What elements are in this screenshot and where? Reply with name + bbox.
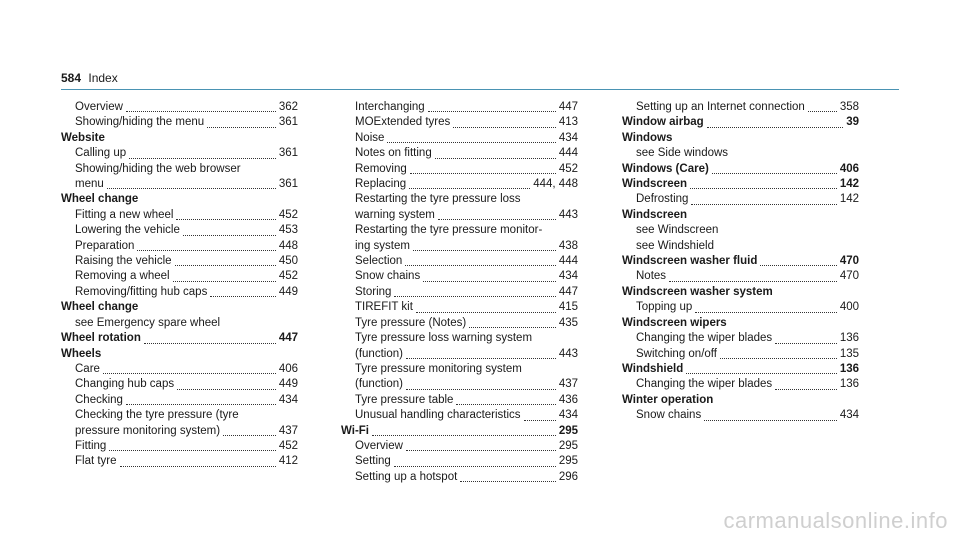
entry-text: Showing/hiding the web browser <box>75 162 241 175</box>
entry-text: Removing <box>355 162 407 175</box>
dot-leader <box>405 254 556 266</box>
dot-leader <box>223 424 276 436</box>
page-ref[interactable]: 136 <box>839 332 859 345</box>
index-entry[interactable] <box>341 131 578 146</box>
entry-text: Flat tyre <box>75 455 117 468</box>
index-heading <box>61 192 298 207</box>
index-heading <box>622 316 859 331</box>
page-ref[interactable]: 406 <box>839 162 859 175</box>
index-entry[interactable] <box>341 162 578 177</box>
page-ref[interactable]: 447 <box>558 285 578 298</box>
page-ref[interactable]: 358 <box>839 101 859 113</box>
page-ref[interactable]: 438 <box>558 239 578 252</box>
entry-text: Tyre pressure table <box>355 393 454 406</box>
dot-leader <box>107 177 276 189</box>
index-entry[interactable] <box>622 269 859 284</box>
page-ref[interactable]: 361 <box>278 178 298 191</box>
entry-text: Defrosting <box>636 193 689 206</box>
page-ref[interactable]: 361 <box>278 116 298 129</box>
index-heading[interactable] <box>61 331 298 346</box>
page-ref[interactable]: 444 <box>558 147 578 160</box>
page-ref[interactable]: 447 <box>278 332 298 345</box>
entry-text: Windows (Care) <box>622 162 709 175</box>
entry-text: Unusual handling characteristics <box>355 409 521 422</box>
entry-text: Switching on/off <box>636 347 717 360</box>
entry-text: Changing the wiper blades <box>636 332 773 345</box>
entry-text: Changing the wiper blades <box>636 378 773 391</box>
page-ref[interactable]: 400 <box>839 301 859 314</box>
page-ref[interactable]: 443 <box>558 208 578 221</box>
entry-text: (function) <box>355 347 403 360</box>
entry-text: ing system <box>355 239 410 252</box>
entry-text: Checking <box>75 393 123 406</box>
entry-text: pressure monitoring system) <box>75 424 221 437</box>
index-heading <box>622 393 859 408</box>
dot-leader <box>394 455 556 467</box>
index-heading <box>61 347 298 362</box>
entry-text: Raising the vehicle <box>75 255 172 268</box>
entry-text: Windshield <box>622 362 684 375</box>
dot-leader <box>423 270 556 282</box>
dot-leader <box>469 316 556 328</box>
index-heading <box>622 131 859 146</box>
page-ref[interactable]: 450 <box>278 255 298 268</box>
index-entry[interactable] <box>622 100 859 115</box>
index-column-1 <box>61 100 298 470</box>
dot-leader <box>126 100 276 112</box>
entry-text: see Windscreen <box>636 224 719 237</box>
index-column-3 <box>622 100 859 424</box>
dot-leader <box>406 347 556 359</box>
page-ref[interactable]: 452 <box>278 439 298 452</box>
entry-text: menu <box>75 178 104 191</box>
page-ref[interactable]: 142 <box>839 193 859 206</box>
page-ref[interactable]: 470 <box>839 270 859 283</box>
dot-leader <box>524 409 556 421</box>
index-heading[interactable] <box>622 115 859 130</box>
entry-text: Changing hub caps <box>75 378 175 391</box>
page-ref[interactable]: 437 <box>278 424 298 437</box>
entry-text: Preparation <box>75 239 135 252</box>
entry-text: Setting up a hotspot <box>355 470 458 483</box>
index-entry[interactable] <box>341 146 578 161</box>
index-entry[interactable] <box>61 454 298 469</box>
index-entry[interactable] <box>622 347 859 362</box>
index-entry <box>341 192 578 207</box>
dot-leader <box>120 455 276 467</box>
entry-text: Windscreen washer fluid <box>622 255 758 268</box>
index-entry[interactable] <box>61 177 298 192</box>
entry-text: Wheel change <box>61 193 139 206</box>
entry-text: Tyre pressure (Notes) <box>355 316 467 329</box>
entry-text: Windscreen <box>622 178 688 191</box>
index-entry[interactable] <box>622 300 859 315</box>
index-entry[interactable] <box>341 285 578 300</box>
index-entry[interactable] <box>341 408 578 423</box>
index-entry[interactable] <box>622 192 859 207</box>
index-heading[interactable] <box>341 424 578 439</box>
entry-text: MOExtended tyres <box>355 116 451 129</box>
page-ref[interactable]: 361 <box>278 147 298 160</box>
index-entry <box>622 146 859 161</box>
index-entry <box>61 408 298 423</box>
page-ref[interactable]: 295 <box>558 439 578 452</box>
dot-leader <box>126 393 276 405</box>
entry-text: TIREFIT kit <box>355 301 413 314</box>
page-ref[interactable]: 452 <box>278 208 298 221</box>
index-entry[interactable] <box>61 393 298 408</box>
entry-text: Replacing <box>355 178 407 191</box>
page-header <box>61 71 118 85</box>
dot-leader <box>691 193 836 205</box>
dot-leader <box>695 301 837 313</box>
index-entry[interactable] <box>341 115 578 130</box>
page-ref[interactable]: 136 <box>839 362 859 375</box>
entry-text: Care <box>75 362 100 375</box>
dot-leader <box>720 347 837 359</box>
index-entry[interactable] <box>341 347 578 362</box>
index-entry <box>341 223 578 238</box>
dot-leader <box>456 393 555 405</box>
page-ref[interactable]: 434 <box>558 409 578 422</box>
entry-text: Setting <box>355 455 391 468</box>
page-ref[interactable]: 296 <box>558 470 578 483</box>
entry-text: Notes on fitting <box>355 147 432 160</box>
dot-leader <box>372 424 556 436</box>
index-entry[interactable] <box>622 377 859 392</box>
index-column-2 <box>341 100 578 485</box>
entry-text: Checking the tyre pressure (tyre <box>75 409 239 422</box>
page-number: 584 <box>61 71 82 85</box>
dot-leader <box>712 162 837 174</box>
dot-leader <box>183 224 276 236</box>
index-entry[interactable] <box>61 254 298 269</box>
index-entry[interactable] <box>61 424 298 439</box>
page-ref[interactable]: 435 <box>558 316 578 329</box>
page-ref[interactable]: 295 <box>558 424 578 437</box>
page-ref[interactable]: 362 <box>278 101 298 113</box>
page-ref[interactable]: 453 <box>278 224 298 237</box>
index-entry[interactable] <box>341 377 578 392</box>
entry-text: Topping up <box>636 301 693 314</box>
entry-text: Snow chains <box>636 409 702 422</box>
index-entry[interactable] <box>341 269 578 284</box>
entry-text: Tyre pressure monitoring system <box>355 362 522 375</box>
entry-text: Website <box>61 131 105 144</box>
dot-leader <box>690 177 837 189</box>
entry-text: Restarting the tyre pressure loss <box>355 193 521 206</box>
index-entry[interactable] <box>61 269 298 284</box>
entry-text: Selection <box>355 255 403 268</box>
dot-leader <box>177 378 276 390</box>
index-entry[interactable] <box>61 100 298 115</box>
page-ref[interactable]: 406 <box>278 362 298 375</box>
page-ref[interactable]: 434 <box>839 409 859 422</box>
entry-text: Window airbag <box>622 116 704 129</box>
dot-leader <box>808 100 837 112</box>
dot-leader <box>669 270 837 282</box>
index-heading <box>61 131 298 146</box>
entry-text: Setting up an Internet connection <box>636 101 805 113</box>
index-entry[interactable] <box>341 454 578 469</box>
dot-leader <box>173 270 276 282</box>
dot-leader <box>103 362 276 374</box>
dot-leader <box>760 254 836 266</box>
dot-leader <box>416 301 556 313</box>
entry-text: Windscreen wipers <box>622 316 727 329</box>
index-entry[interactable] <box>341 208 578 223</box>
dot-leader <box>438 208 556 220</box>
index-entry[interactable] <box>341 316 578 331</box>
dot-leader <box>704 409 837 421</box>
entry-text: Wi-Fi <box>341 424 369 437</box>
entry-text: Fitting a new wheel <box>75 208 174 221</box>
entry-text: Storing <box>355 285 392 298</box>
index-entry[interactable] <box>61 439 298 454</box>
page-ref[interactable]: 434 <box>278 393 298 406</box>
dot-leader <box>175 254 276 266</box>
index-entry[interactable] <box>622 331 859 346</box>
entry-text: Showing/hiding the menu <box>75 116 205 129</box>
dot-leader <box>453 116 556 128</box>
entry-text: Interchanging <box>355 101 425 113</box>
dot-leader <box>144 332 276 344</box>
entry-text: Restarting the tyre pressure monitor- <box>355 224 543 237</box>
page-ref[interactable]: 434 <box>558 131 578 144</box>
index-entry[interactable] <box>61 208 298 223</box>
index-entry[interactable] <box>61 377 298 392</box>
dot-leader <box>176 208 275 220</box>
entry-text: Snow chains <box>355 270 421 283</box>
index-entry <box>341 331 578 346</box>
entry-text: warning system <box>355 208 435 221</box>
page-ref[interactable]: 412 <box>278 455 298 468</box>
index-entry[interactable] <box>341 100 578 115</box>
dot-leader <box>394 285 555 297</box>
index-entry[interactable] <box>61 223 298 238</box>
entry-text: Winter operation <box>622 393 714 406</box>
page-ref[interactable]: 434 <box>558 270 578 283</box>
page-ref[interactable]: 448 <box>278 239 298 252</box>
index-entry <box>61 162 298 177</box>
dot-leader <box>413 239 556 251</box>
page-ref[interactable]: 142 <box>839 178 859 191</box>
index-entry[interactable] <box>341 239 578 254</box>
page-ref[interactable]: 136 <box>839 378 859 391</box>
page-ref[interactable]: 444, 448 <box>533 178 578 191</box>
entry-text: Windscreen washer system <box>622 285 773 298</box>
entry-text: Wheel rotation <box>61 332 141 345</box>
entry-text: Lowering the vehicle <box>75 224 180 237</box>
entry-text: see Side windows <box>636 147 729 160</box>
entry-text: Removing a wheel <box>75 270 170 283</box>
index-entry <box>622 223 859 238</box>
page-ref[interactable]: 452 <box>278 270 298 283</box>
dot-leader <box>210 285 275 297</box>
page-ref[interactable]: 295 <box>558 455 578 468</box>
entry-text: Noise <box>355 131 385 144</box>
dot-leader <box>686 362 837 374</box>
index-entry[interactable] <box>341 393 578 408</box>
page-ref[interactable]: 447 <box>558 101 578 113</box>
page-ref[interactable]: 443 <box>558 347 578 360</box>
dot-leader <box>428 100 556 112</box>
page-ref[interactable]: 436 <box>558 393 578 406</box>
dot-leader <box>460 470 556 482</box>
dot-leader <box>410 162 556 174</box>
index-entry[interactable] <box>341 470 578 485</box>
index-entry[interactable] <box>622 408 859 423</box>
index-heading[interactable] <box>622 162 859 177</box>
dot-leader <box>707 116 844 128</box>
index-heading[interactable] <box>622 177 859 192</box>
page-ref[interactable]: 452 <box>558 162 578 175</box>
page-ref[interactable]: 437 <box>558 378 578 391</box>
page-ref[interactable]: 449 <box>278 378 298 391</box>
entry-text: Wheel change <box>61 301 139 314</box>
dot-leader <box>387 131 555 143</box>
header-rule <box>61 89 899 90</box>
index-entry <box>622 239 859 254</box>
dot-leader <box>775 378 837 390</box>
index-heading <box>622 285 859 300</box>
entry-text: see Windshield <box>636 239 714 252</box>
entry-text: Wheels <box>61 347 102 360</box>
entry-text: Overview <box>355 439 403 452</box>
entry-text: Windscreen <box>622 208 688 221</box>
entry-text: see Emergency spare wheel <box>75 316 221 329</box>
index-entry[interactable] <box>61 285 298 300</box>
index-entry <box>341 362 578 377</box>
dot-leader <box>129 147 276 159</box>
page-ref[interactable]: 413 <box>558 116 578 129</box>
dot-leader <box>406 378 556 390</box>
dot-leader <box>406 439 556 451</box>
index-heading[interactable] <box>622 254 859 269</box>
entry-text: Notes <box>636 270 667 283</box>
index-entry[interactable] <box>61 115 298 130</box>
entry-text: Removing/fitting hub caps <box>75 285 208 298</box>
page-ref[interactable]: 449 <box>278 285 298 298</box>
index-entry[interactable] <box>61 239 298 254</box>
entry-text: Fitting <box>75 439 107 452</box>
page-ref[interactable]: 415 <box>558 301 578 314</box>
dot-leader <box>435 147 556 159</box>
index-heading[interactable] <box>622 362 859 377</box>
entry-text: (function) <box>355 378 403 391</box>
page-ref[interactable]: 470 <box>839 255 859 268</box>
index-heading <box>61 300 298 315</box>
entry-text: Tyre pressure loss warning system <box>355 332 533 345</box>
entry-text: Windows <box>622 131 673 144</box>
entry-text: Calling up <box>75 147 127 160</box>
index-entry[interactable] <box>61 146 298 161</box>
page-ref[interactable]: 135 <box>839 347 859 360</box>
watermark: carmanualsonline.info <box>723 508 948 533</box>
page-ref[interactable]: 444 <box>558 255 578 268</box>
index-entry[interactable] <box>61 362 298 377</box>
dot-leader <box>137 239 275 251</box>
index-heading <box>622 208 859 223</box>
index-entry[interactable] <box>341 177 578 192</box>
index-entry[interactable] <box>341 439 578 454</box>
dot-leader <box>207 116 276 128</box>
dot-leader <box>409 177 530 189</box>
entry-text: Overview <box>75 101 123 113</box>
section-title: Index <box>88 71 118 85</box>
page-ref[interactable]: 39 <box>846 116 859 129</box>
index-entry[interactable] <box>341 300 578 315</box>
dot-leader <box>109 439 275 451</box>
dot-leader <box>775 332 837 344</box>
index-entry <box>61 316 298 331</box>
index-entry[interactable] <box>341 254 578 269</box>
